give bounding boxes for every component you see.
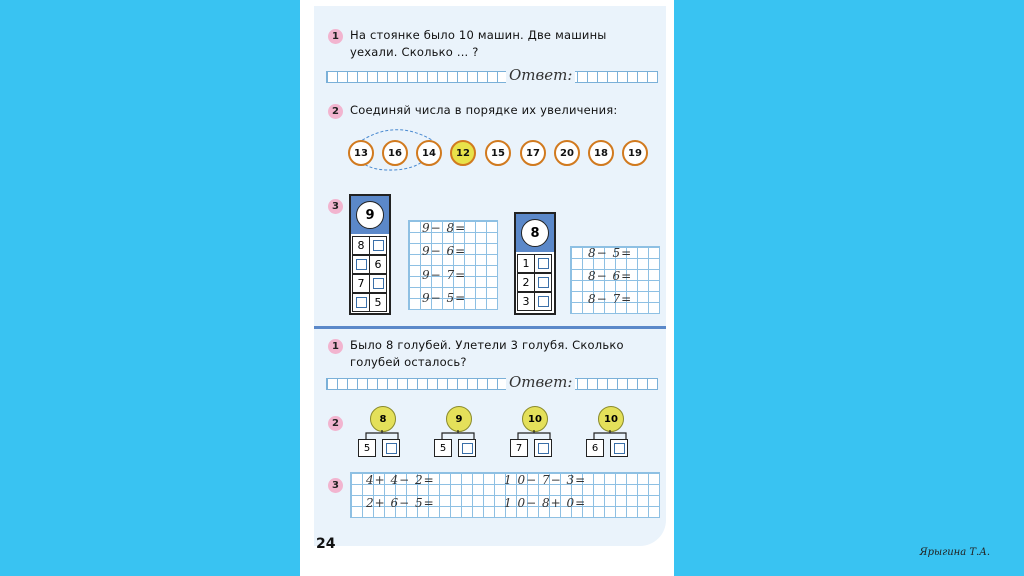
house-roof <box>351 196 389 234</box>
task-text-line: уехали. Сколько ... ? <box>350 45 479 59</box>
connection-arrow <box>314 6 666 206</box>
tree-top-number: 10 <box>598 406 624 432</box>
tree-answer-box[interactable] <box>458 439 476 457</box>
answer-label: Ответ: <box>506 373 575 391</box>
expression: 9− 8= <box>422 221 467 235</box>
empty-box[interactable] <box>373 278 384 289</box>
empty-box[interactable] <box>538 296 549 307</box>
expression: 9− 5= <box>422 291 467 305</box>
empty-box[interactable] <box>538 277 549 288</box>
tree-top-number: 10 <box>522 406 548 432</box>
tree-left-number: 5 <box>358 439 376 457</box>
section-divider <box>314 326 666 329</box>
number-circle[interactable]: 13 <box>348 140 374 166</box>
task-text-line: На стоянке было 10 машин. Две машины <box>350 28 607 42</box>
number-circle[interactable]: 17 <box>520 140 546 166</box>
tree-left-number: 5 <box>434 439 452 457</box>
tree-top-number: 9 <box>446 406 472 432</box>
empty-box[interactable] <box>538 443 549 454</box>
house-cell-number: 7 <box>352 274 370 293</box>
task-number: 1 <box>328 339 343 354</box>
task-number: 3 <box>328 199 343 214</box>
author-signature: Ярыгина Т.А. <box>919 547 990 558</box>
answer-box[interactable] <box>352 255 370 274</box>
tree-left-number: 7 <box>510 439 528 457</box>
house-roof <box>516 214 554 252</box>
answer-box[interactable] <box>369 274 387 293</box>
number-house-8 <box>514 212 556 315</box>
expression: 1 0− 8+ 0= <box>504 496 587 510</box>
expression: 8− 6= <box>588 269 633 283</box>
page-content <box>314 6 666 552</box>
tree-top-number: 8 <box>370 406 396 432</box>
empty-box[interactable] <box>614 443 625 454</box>
expression: 4+ 4− 2= <box>366 473 435 487</box>
house-cell-number: 6 <box>369 255 387 274</box>
tree-answer-box[interactable] <box>534 439 552 457</box>
task-text-line: голубей осталось? <box>350 355 467 369</box>
expression: 1 0− 7− 3= <box>504 473 587 487</box>
empty-box[interactable] <box>373 240 384 251</box>
expression: 8− 7= <box>588 292 633 306</box>
number-circle[interactable]: 18 <box>588 140 614 166</box>
house-cell-number: 3 <box>517 292 535 311</box>
empty-box[interactable] <box>462 443 473 454</box>
expression: 9− 7= <box>422 268 467 282</box>
tree-left-number: 6 <box>586 439 604 457</box>
house-number: 8 <box>521 219 549 247</box>
number-circle[interactable]: 14 <box>416 140 442 166</box>
house-number: 9 <box>356 201 384 229</box>
empty-box[interactable] <box>386 443 397 454</box>
house-cell-number: 8 <box>352 236 370 255</box>
expression: 2+ 6− 5= <box>366 496 435 510</box>
empty-box[interactable] <box>356 259 367 270</box>
house-cell-number: 2 <box>517 273 535 292</box>
task-number: 3 <box>328 478 343 493</box>
answer-box[interactable] <box>534 273 552 292</box>
number-circle[interactable]: 20 <box>554 140 580 166</box>
number-circle[interactable]: 16 <box>382 140 408 166</box>
answer-box[interactable] <box>352 293 370 312</box>
answer-input-row[interactable] <box>326 378 658 390</box>
answer-box[interactable] <box>534 254 552 273</box>
task-number: 1 <box>328 29 343 44</box>
house-cell-number: 1 <box>517 254 535 273</box>
expression: 9− 6= <box>422 244 467 258</box>
house-cell-number: 5 <box>369 293 387 312</box>
number-circle[interactable]: 15 <box>485 140 511 166</box>
answer-box[interactable] <box>369 236 387 255</box>
tree-answer-box[interactable] <box>610 439 628 457</box>
number-circle[interactable]: 19 <box>622 140 648 166</box>
task-text: Соединяй числа в порядке их увеличения: <box>350 103 618 117</box>
answer-box[interactable] <box>534 292 552 311</box>
tree-answer-box[interactable] <box>382 439 400 457</box>
workbook-page <box>300 0 674 576</box>
task-number: 2 <box>328 104 343 119</box>
task-number: 2 <box>328 416 343 431</box>
expression: 8− 5= <box>588 246 633 260</box>
page-number: 24 <box>316 536 336 552</box>
number-circle[interactable]: 12 <box>450 140 476 166</box>
empty-box[interactable] <box>538 258 549 269</box>
answer-label: Ответ: <box>506 66 575 84</box>
number-house-9 <box>349 194 391 315</box>
empty-box[interactable] <box>356 297 367 308</box>
task-text-line: Было 8 голубей. Улетели 3 голубя. Сколько <box>350 338 624 352</box>
